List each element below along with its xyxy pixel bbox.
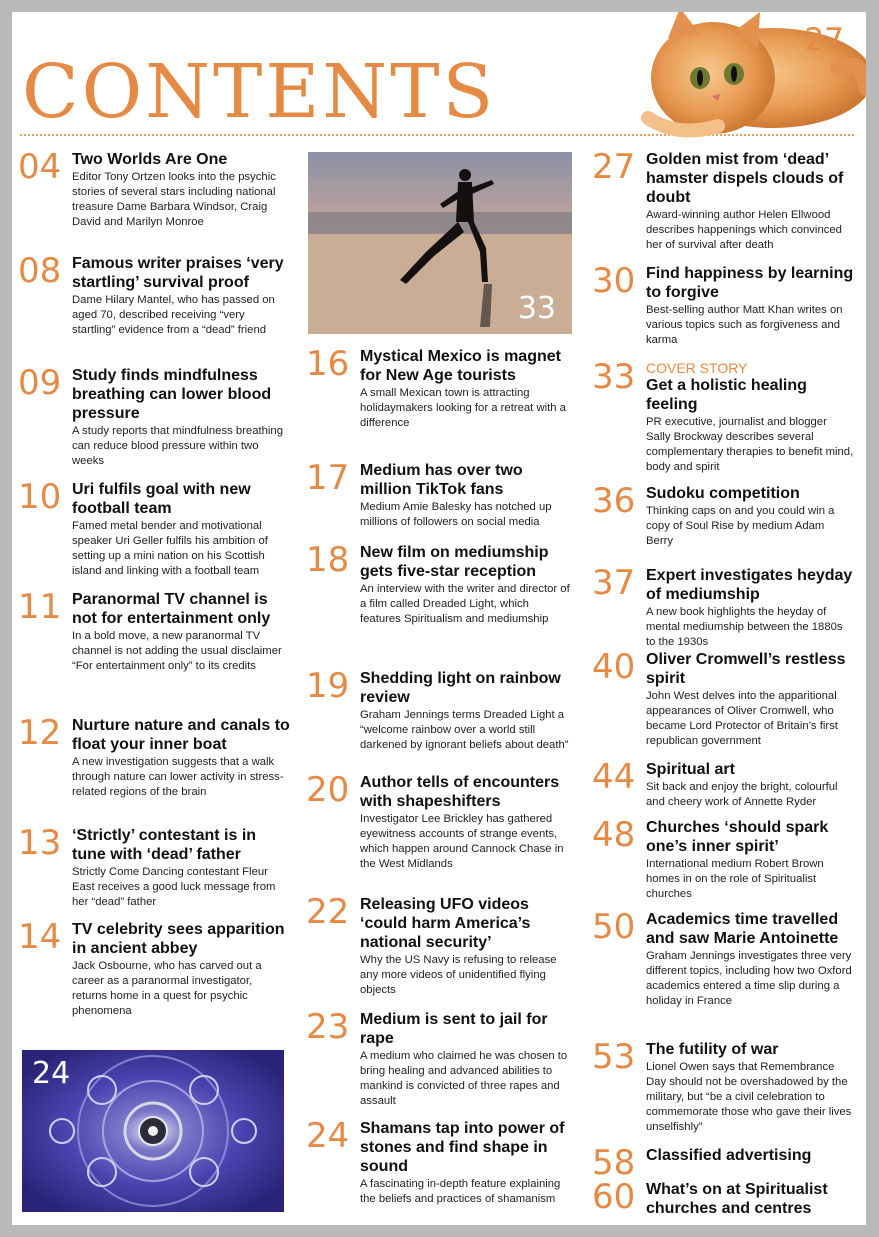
contents-entry [18,823,290,910]
entry-page-number: 20 [306,770,350,810]
contents-entry [18,587,290,674]
entry-page-number: 37 [592,563,636,603]
entry-description: Sit back and enjoy the bright, colourful and cheery work of Annette Ryder [646,781,838,808]
entry-headline[interactable]: Paranormal TV channel is not for entertainment only [72,591,271,627]
contents-entry [592,1037,854,1135]
contents-entry [592,261,854,348]
entry-description: Thinking caps on and you could win a copy of Soul Rise by medium Adam Berry [646,505,835,547]
entry-headline[interactable]: Academics time travelled and saw Marie Antoinette [646,911,839,947]
contents-entry [592,815,854,902]
entry-headline[interactable]: The futility of war [646,1041,779,1058]
entry-headline[interactable]: Mystical Mexico is magnet for New Age tourists [360,348,561,384]
entry-page-number: 16 [306,344,350,384]
entry-page-number: 48 [592,815,636,855]
entry-description: A medium who claimed he was chosen to bring healing and advanced abilities to mankind is convicted of three rapes and assault [360,1050,568,1107]
entry-description: International medium Robert Brown homes in on the role of Spiritualist churches [646,858,824,900]
contents-entry [306,892,572,998]
entry-description: Editor Tony Ortzen looks into the psychic stories of several stars including national treasure Dame Barbara Windsor, Craig David and Marilyn Monroe [72,171,276,228]
contents-entry [592,357,854,475]
entry-description: A new book highlights the heyday of mental mediumship between the 1880s to the 1930s [646,606,843,648]
contents-entry [18,917,290,1019]
page-number: 27 [804,22,844,58]
entry-page-number: 40 [592,647,636,687]
entry-page-number: 13 [18,823,62,863]
entry-description: John West delves into the apparitional appearances of Oliver Cromwell, who became Lord Protector of Britain’s first republican government [646,690,838,747]
entry-headline[interactable]: Study finds mindfulness breathing can lower blood pressure [72,367,272,422]
contents-entry [18,147,290,230]
contents-entry [592,563,854,650]
entry-headline[interactable]: Medium has over two million TikTok fans [360,462,523,498]
contents-entry [18,713,290,800]
entry-page-number: 36 [592,481,636,521]
entry-headline[interactable]: What’s on at Spiritualist churches and centres [646,1181,828,1217]
entry-headline[interactable]: Two Worlds Are One [72,151,228,168]
entry-description: In a bold move, a new paranormal TV channel is not adding the usual disclaimer “For entertainment only” to its credits [72,630,282,672]
entry-description: A new investigation suggests that a walk through nature can lower activity in stress-related regions of the brain [72,756,284,798]
contents-entry [592,757,854,810]
photo-page-label: 24 [32,1056,71,1091]
entry-headline[interactable]: TV celebrity sees apparition in ancient abbey [72,921,285,957]
entry-page-number: 58 [592,1143,636,1183]
contents-entry [592,481,854,549]
entry-page-number: 17 [306,458,350,498]
entry-headline[interactable]: Shedding light on rainbow review [360,670,561,706]
entry-headline[interactable]: Spiritual art [646,761,735,778]
entry-description: Graham Jennings investigates three very different topics, including how two Oxford academics entered a time slip during a holiday in France [646,950,852,1007]
entry-headline[interactable]: Famous writer praises ‘very startling’ survival proof [72,255,284,291]
entry-page-number: 12 [18,713,62,753]
photo-page-label: 33 [517,291,556,326]
entry-page-number: 30 [592,261,636,301]
entry-description: PR executive, journalist and blogger Sally Brockway describes several complementary therapies to benefit mind, body and spirit [646,416,854,473]
contents-entry [18,251,290,338]
entry-headline[interactable]: Uri fulfils goal with new football team [72,481,251,517]
entry-headline[interactable]: Oliver Cromwell’s restless spirit [646,651,846,687]
entry-description: An interview with the writer and director of a film called Dreaded Light, which features Spiritualism and mediumship [360,583,570,625]
entry-headline[interactable]: New film on mediumship gets five-star reception [360,544,549,580]
contents-entry [306,1116,572,1207]
contents-entry [592,907,854,1009]
contents-entry [306,344,572,431]
contents-entry [306,1007,572,1109]
entry-description: Lionel Owen says that Remembrance Day should not be overshadowed by the military, but “be a civil celebration to commemorate those who gave their lives unselfishly” [646,1061,852,1133]
entry-headline[interactable]: Shamans tap into power of stones and find shape in sound [360,1120,565,1175]
entry-description: Best-selling author Matt Khan writes on various topics such as forgiveness and karma [646,304,843,346]
contents-entry [18,477,290,579]
entry-page-number: 04 [18,147,62,187]
contents-entry [592,1143,854,1183]
entry-headline[interactable]: Releasing UFO videos ‘could harm America’s national security’ [360,896,531,951]
entry-description: Jack Osbourne, who has carved out a career as a paranormal investigator, returns home in a quest for psychic phenomena [72,960,262,1017]
contents-page [12,12,866,1225]
entry-page-number: 22 [306,892,350,932]
entry-headline[interactable]: Sudoku competition [646,485,800,502]
entry-page-number: 23 [306,1007,350,1047]
entry-page-number: 08 [18,251,62,291]
mandala-photo [22,1050,284,1212]
entry-headline[interactable]: Medium is sent to jail for rape [360,1011,548,1047]
entry-headline[interactable]: Golden mist from ‘dead’ hamster dispels clouds of doubt [646,151,844,206]
entry-description: A study reports that mindfulness breathing can reduce blood pressure within two weeks [72,425,283,467]
entry-page-number: 60 [592,1177,636,1217]
entry-headline[interactable]: Classified advertising [646,1147,812,1164]
page-title: CONTENTS [22,49,497,135]
entry-page-number: 33 [592,357,636,397]
entry-page-number: 10 [18,477,62,517]
entry-description: Famed metal bender and motivational speaker Uri Geller fulfils his ambition of setting up a mini nation on his Scottish island and linking with a football team [72,520,268,577]
cover-story-tag: COVER STORY [646,360,748,376]
entry-headline[interactable]: Nurture nature and canals to float your inner boat [72,717,290,753]
entry-description: Strictly Come Dancing contestant Fleur East receives a good luck message from her “dead” father [72,866,276,908]
entry-headline[interactable]: Author tells of encounters with shapeshifters [360,774,560,810]
entry-description: A small Mexican town is attracting holidaymakers looking for a retreat with a difference [360,387,566,429]
entry-page-number: 50 [592,907,636,947]
contents-entry [306,770,572,872]
contents-entry [306,540,572,627]
entry-headline[interactable]: Expert investigates heyday of mediumship [646,567,853,603]
entry-page-number: 24 [306,1116,350,1156]
contents-entry [592,647,854,749]
entry-description: A fascinating in-depth feature explaining the beliefs and practices of shamanism [360,1178,561,1205]
contents-entry [592,147,854,253]
entry-headline[interactable]: ‘Strictly’ contestant is in tune with ‘dead’ father [72,827,257,863]
entry-description: Why the US Navy is refusing to release any more videos of unidentified flying objects [360,954,557,996]
contents-entry [306,666,572,753]
contents-entry [18,363,290,469]
entry-page-number: 14 [18,917,62,957]
entry-page-number: 53 [592,1037,636,1077]
entry-page-number: 27 [592,147,636,187]
contents-entry [306,458,572,530]
entry-headline[interactable]: Churches ‘should spark one’s inner spirit’ [646,819,829,855]
entry-page-number: 19 [306,666,350,706]
entry-description: Graham Jennings terms Dreaded Light a “welcome rainbow over a world still darkened by ignorant beliefs about death” [360,709,569,751]
beach-photo [308,152,572,334]
entry-description: Investigator Lee Brickley has gathered eyewitness accounts of strange events, which happen around Cannock Chase in the West Midlands [360,813,564,870]
entry-description: Award-winning author Helen Ellwood describes happenings which convinced her of survival after death [646,209,842,251]
entry-page-number: 44 [592,757,636,797]
contents-entry [592,1177,854,1218]
entry-page-number: 09 [18,363,62,403]
entry-page-number: 11 [18,587,62,627]
entry-description: Medium Amie Balesky has notched up millions of followers on social media [360,501,552,528]
entry-headline[interactable]: Get a holistic healing feeling [646,377,807,413]
entry-description: Dame Hilary Mantel, who has passed on aged 70, described receiving “very startling” evidence from a “dead” friend [72,294,275,336]
entry-headline[interactable]: Find happiness by learning to forgive [646,265,854,301]
entry-page-number: 18 [306,540,350,580]
